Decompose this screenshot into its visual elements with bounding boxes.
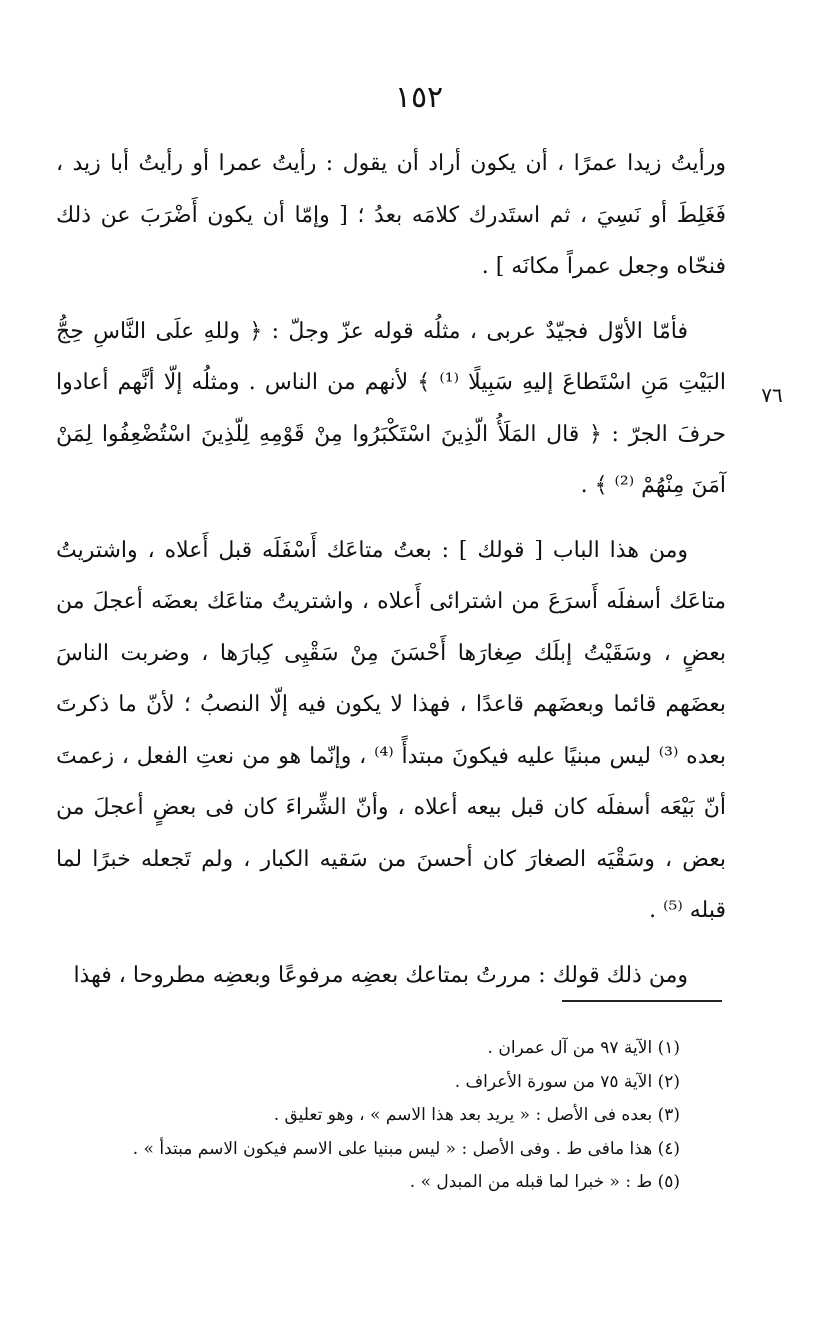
paragraph: ومن ذلك قولك : مررتُ بمتاعك بعضِه مرفوعًا وبعضِه مطروحا ، فهذا <box>73 962 688 988</box>
footnote: (١) الآية ٩٧ من آل عمران . <box>487 1038 680 1058</box>
paragraph: فأمّا الأوّل فجيّدٌ عربى ، مثلُه قوله عزّ وجلّ : ﴿ وللهِ علَى النَّاسِ حِجُّ البَيْتِ مَنِ اسْتَطاعَ إليهِ سَبِيلًا ⁽¹⁾ ﴾ لأنهم من الناس . ومثلُه إلّا أنَّهم أعادوا حرفَ الجرّ : ﴿ قال المَلَأُ الّذِينَ اسْتَكْبَرُوا مِنْ قَوْمِهِ لِلّذِينَ اسْتُضْعِفُوا لِمَنْ آمَنَ مِنْهُمْ ⁽²⁾ ﴾ . <box>56 318 727 498</box>
margin-reference-number: ٧٦ <box>761 383 783 407</box>
paragraph: ومن هذا الباب [ قولك ] : بعتُ متاعَك أَسْفَلَه قبل أَعلاه ، واشتريتُ متاعَك أسفلَه أَسرَعَ من اشترائى أَعلاه ، واشتريتُ متاعَك بعضَه أعجلَ من بعضٍ ، وسَقَيْتُ إبلَك صِغارَها أَحْسَنَ مِنْ سَقْيِى كِبارَها ، وضربت الناسَ بعضَهم قائما وبعضَهم قاعدًا ، فهذا لا يكون فيه إلّا النصبُ ؛ لأنّ ما ذكرتَ بعده ⁽³⁾ ليس مبنيًا عليه فيكونَ مبتدأً ⁽⁴⁾ ، وإنّما هو من نعتِ الفعل ، زعمتَ أنّ بَيْعَه أسفلَه كان قبل بيعه أعلاه ، وأنّ الشِّراءَ كان فى بعضٍ أعجلَ من بعض ، وسَقْيَه الصغارَ كان أحسنَ من سَقيه الكبار ، ولم تَجعله خبرًا لما قبله ⁽⁵⁾ . <box>56 537 726 923</box>
footnote: (٣) بعده فى الأصل : « يريد بعد هذا الاسم » ، وهو تعليق . <box>273 1105 680 1125</box>
page-number: ١٥٢ <box>394 80 444 115</box>
footnotes <box>56 1032 680 1200</box>
main-text <box>56 138 726 1014</box>
footnote: (٢) الآية ٧٥ من سورة الأعراف . <box>454 1071 680 1092</box>
footnote-separator <box>562 1000 722 1002</box>
paragraph: ورأيتُ زيدا عمرًا ، أن يكون أراد أن يقول : رأيتُ عمرا أو رأيتُ أبا زيد ، فَغَلِطَ أو نَسِيَ ، ثم استَدرك كلامَه بعدُ ؛ [ وإمّا أن يكون أَضْرَبَ عن ذلك فنحّاه وجعل عمراً مكانَه ] . <box>56 151 726 279</box>
footnote: (٤) هذا مافى ط . وفى الأصل : « ليس مبنيا على الاسم فيكون الاسم مبتدأ » . <box>132 1138 680 1159</box>
footnote: (٥) ط : « خبرا لما قبله من المبدل » . <box>409 1172 680 1192</box>
